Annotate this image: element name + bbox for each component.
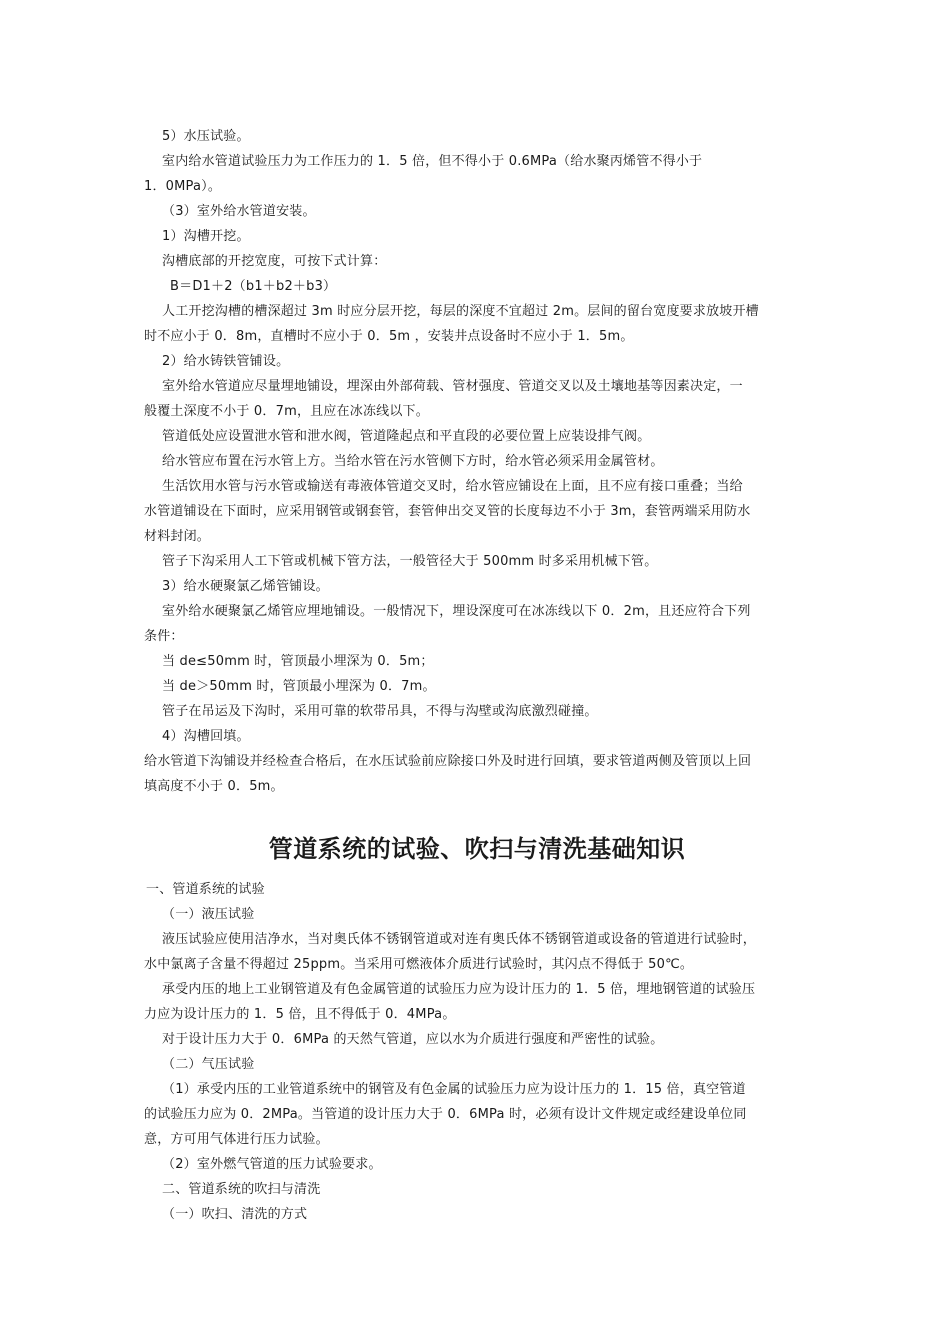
paragraph-continuation: 意，方可用气体进行压力试验。 <box>144 1132 329 1147</box>
paragraph-continuation: 力应为设计压力的 1．5 倍，且不得低于 0．4MPa。 <box>144 1007 456 1022</box>
paragraph: 沟槽底部的开挖宽度，可按下式计算： <box>162 254 387 269</box>
paragraph: 室外给水管道应尽量埋地铺设，埋深由外部荷载、管材强度、管道交叉以及土壤地基等因素决定，一 <box>162 379 743 394</box>
subsection-heading: （一）液压试验 <box>162 907 255 922</box>
paragraph: 室内给水管道试验压力为工作压力的 1．5 倍，但不得小于 0.6MPa（给水聚丙烯管不得小于 <box>162 154 703 169</box>
paragraph: 室外给水硬聚氯乙烯管应埋地铺设。一般情况下，埋设深度可在冰冻线以下 0．2m，且还应符合下列 <box>162 604 751 619</box>
paragraph: （2）室外燃气管道的压力试验要求。 <box>162 1157 382 1172</box>
paragraph-continuation: 水中氯离子含量不得超过 25ppm。当采用可燃液体介质进行试验时，其闪点不得低于 50℃。 <box>144 957 694 972</box>
section-heading: 一、管道系统的试验 <box>146 882 265 897</box>
paragraph-continuation: 填高度不小于 0．5m。 <box>144 779 284 794</box>
subsection-heading: （二）气压试验 <box>162 1057 255 1072</box>
paragraph-continuation: 条件： <box>144 629 184 644</box>
subsection-heading: （3）室外给水管道安装。 <box>162 204 316 219</box>
paragraph: 生活饮用水管与污水管或输送有毒液体管道交叉时，给水管应铺设在上面，且不应有接口重叠；当给 <box>162 479 743 494</box>
paragraph: 4）沟槽回填。 <box>162 729 250 744</box>
subsection-heading: （一）吹扫、清洗的方式 <box>162 1207 308 1222</box>
paragraph: 给水管应布置在污水管上方。当给水管在污水管侧下方时，给水管必须采用金属管材。 <box>162 454 664 469</box>
paragraph: 液压试验应使用洁净水，当对奥氏体不锈钢管道或对连有奥氏体不锈钢管道或设备的管道进行试验时， <box>162 932 757 947</box>
paragraph: 管子下沟采用人工下管或机械下管方法，一般管径大于 500mm 时多采用机械下管。 <box>162 554 658 569</box>
paragraph: 承受内压的地上工业钢管道及有色金属管道的试验压力应为设计压力的 1．5 倍，埋地钢管道的试验压 <box>162 982 756 997</box>
paragraph: 5）水压试验。 <box>162 129 250 144</box>
paragraph: 1）沟槽开挖。 <box>162 229 250 244</box>
paragraph: 当 de≤50mm 时，管顶最小埋深为 0．5m； <box>162 654 434 669</box>
paragraph-continuation: 水管道铺设在下面时，应采用钢管或钢套管，套管伸出交叉管的长度每边不小于 3m，套管两端采用防水 <box>144 504 751 519</box>
paragraph-continuation: 1．0MPa）。 <box>144 179 222 194</box>
page-title: 管道系统的试验、吹扫与清洗基础知识 <box>268 834 686 863</box>
paragraph: （1）承受内压的工业管道系统中的钢管及有色金属的试验压力应为设计压力的 1．15 倍，真空管道 <box>162 1082 746 1097</box>
paragraph: 2）给水铸铁管铺设。 <box>162 354 290 369</box>
paragraph-continuation: 时不应小于 0．8m，直槽时不应小于 0．5m ，安装井点设备时不应小于 1．5m。 <box>144 329 634 344</box>
paragraph: 当 de＞50mm 时，管顶最小埋深为 0．7m。 <box>162 679 436 694</box>
section-heading: 二、管道系统的吹扫与清洗 <box>162 1182 321 1197</box>
paragraph-continuation: 材料封闭。 <box>144 529 211 544</box>
formula: B＝D1＋2（b1＋b2＋b3） <box>170 279 337 294</box>
paragraph: 管子在吊运及下沟时，采用可靠的软带吊具，不得与沟壁或沟底激烈碰撞。 <box>162 704 598 719</box>
paragraph: 对于设计压力大于 0．6MPa 的天然气管道，应以水为介质进行强度和严密性的试验。 <box>162 1032 664 1047</box>
paragraph-continuation: 般覆土深度不小于 0．7m，且应在冰冻线以下。 <box>144 404 429 419</box>
paragraph: 3）给水硬聚氯乙烯管铺设。 <box>162 579 329 594</box>
paragraph: 给水管道下沟铺设并经检查合格后，在水压试验前应除接口外及时进行回填，要求管道两侧及管顶以上回 <box>144 754 752 769</box>
document-page <box>144 124 810 1227</box>
paragraph-continuation: 的试验压力应为 0．2MPa。当管道的设计压力大于 0．6MPa 时，必须有设计文件规定或经建设单位同 <box>144 1107 747 1122</box>
paragraph: 人工开挖沟槽的槽深超过 3m 时应分层开挖，每层的深度不宜超过 2m。层间的留台宽度要求放坡开槽 <box>162 304 759 319</box>
paragraph: 管道低处应设置泄水管和泄水阀，管道隆起点和平直段的必要位置上应装设排气阀。 <box>162 429 651 444</box>
